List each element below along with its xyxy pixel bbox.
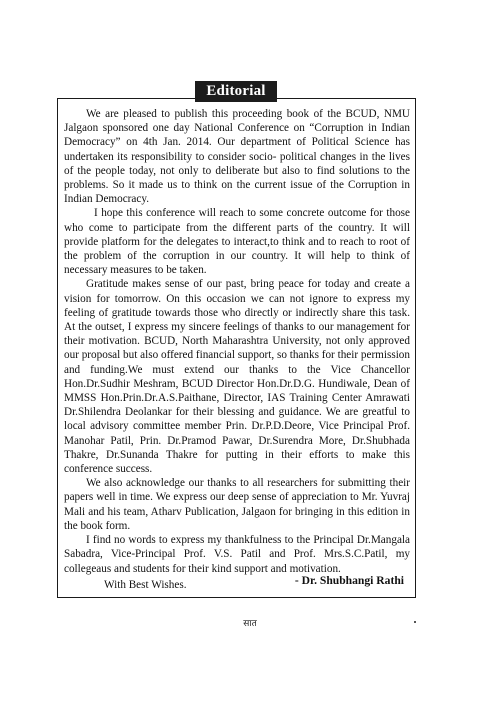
editorial-heading: Editorial — [195, 81, 277, 102]
closing-wishes: With Best Wishes. — [104, 578, 187, 591]
paragraph-hope: I hope this conference will reach to some concrete outcome for those who come to participate from the different parts of the country. It will provide platform for the delegates to interact,to think and to reach to root of the problem of the corruption in our country. It will help to think of necessary measures to be taken. — [64, 207, 410, 277]
paragraph-intro: We are pleased to publish this proceeding book of the BCUD, NMU Jalgaon sponsored one day National Conference on “Corruption in Indian Democracy” on 4th Jan. 2014. Our department of Political Science has undertaken its responsibility to consider socio- political changes in the lives of the people today, not only to deliberate but also to find solutions to the problems. So it made us to think on the current issue of the Corruption in Indian Democracy. — [64, 108, 410, 206]
editorial-body — [64, 107, 410, 592]
paragraph-gratitude: Gratitude makes sense of our past, bring peace for today and create a vision for tomorrow. On this occasion we can not ignore to express my feeling of gratitude towards those who directly or indirectly share this task. At the outset, I express my sincere feelings of thanks to our management for their motivation. BCUD, North Maharashtra University, not only approved our proposal but also offered financial support, so thanks for their permission and funding.We must extend our thanks to the Vice Chancellor Hon.Dr.Sudhir Meshram, BCUD Director Hon.Dr.D.G. Hundiwale, Dean of MMSS Hon.Prin.Dr.A.S.Paithane, Director, IAS Training Center Amrawati Dr.Shilendra Deolankar for their blessing and guidance. We are greatful to local advisory committee member Prin. Dr.P.D.Deore, Vice Principal Prof. Manohar Patil, Prin. Dr.Pramod Pawar, Dr.Surendra More, Dr.Shubhada Thakre, Dr.Sunanda Thakre for putting in their efforts to make this conference success. — [64, 278, 410, 476]
page-number: सात — [243, 619, 257, 629]
paragraph-acknowledgement: We also acknowledge our thanks to all researchers for submitting their papers well in time. We express our deep sense of appreciation to Mr. Yuvraj Mali and his team, Atharv Publication, Jalgaon for bringing in this edition in the book form. — [64, 477, 410, 532]
paragraph-thanks: I find no words to express my thankfulness to the Principal Dr.Mangala Sabadra, Vice-Principal Prof. V.S. Patil and Prof. Mrs.S.C.Patil, my collegeaus and students for their kind support and motivation. — [64, 534, 410, 575]
print-mark — [414, 621, 416, 623]
editor-signature: - Dr. Shubhangi Rathi — [294, 574, 404, 587]
